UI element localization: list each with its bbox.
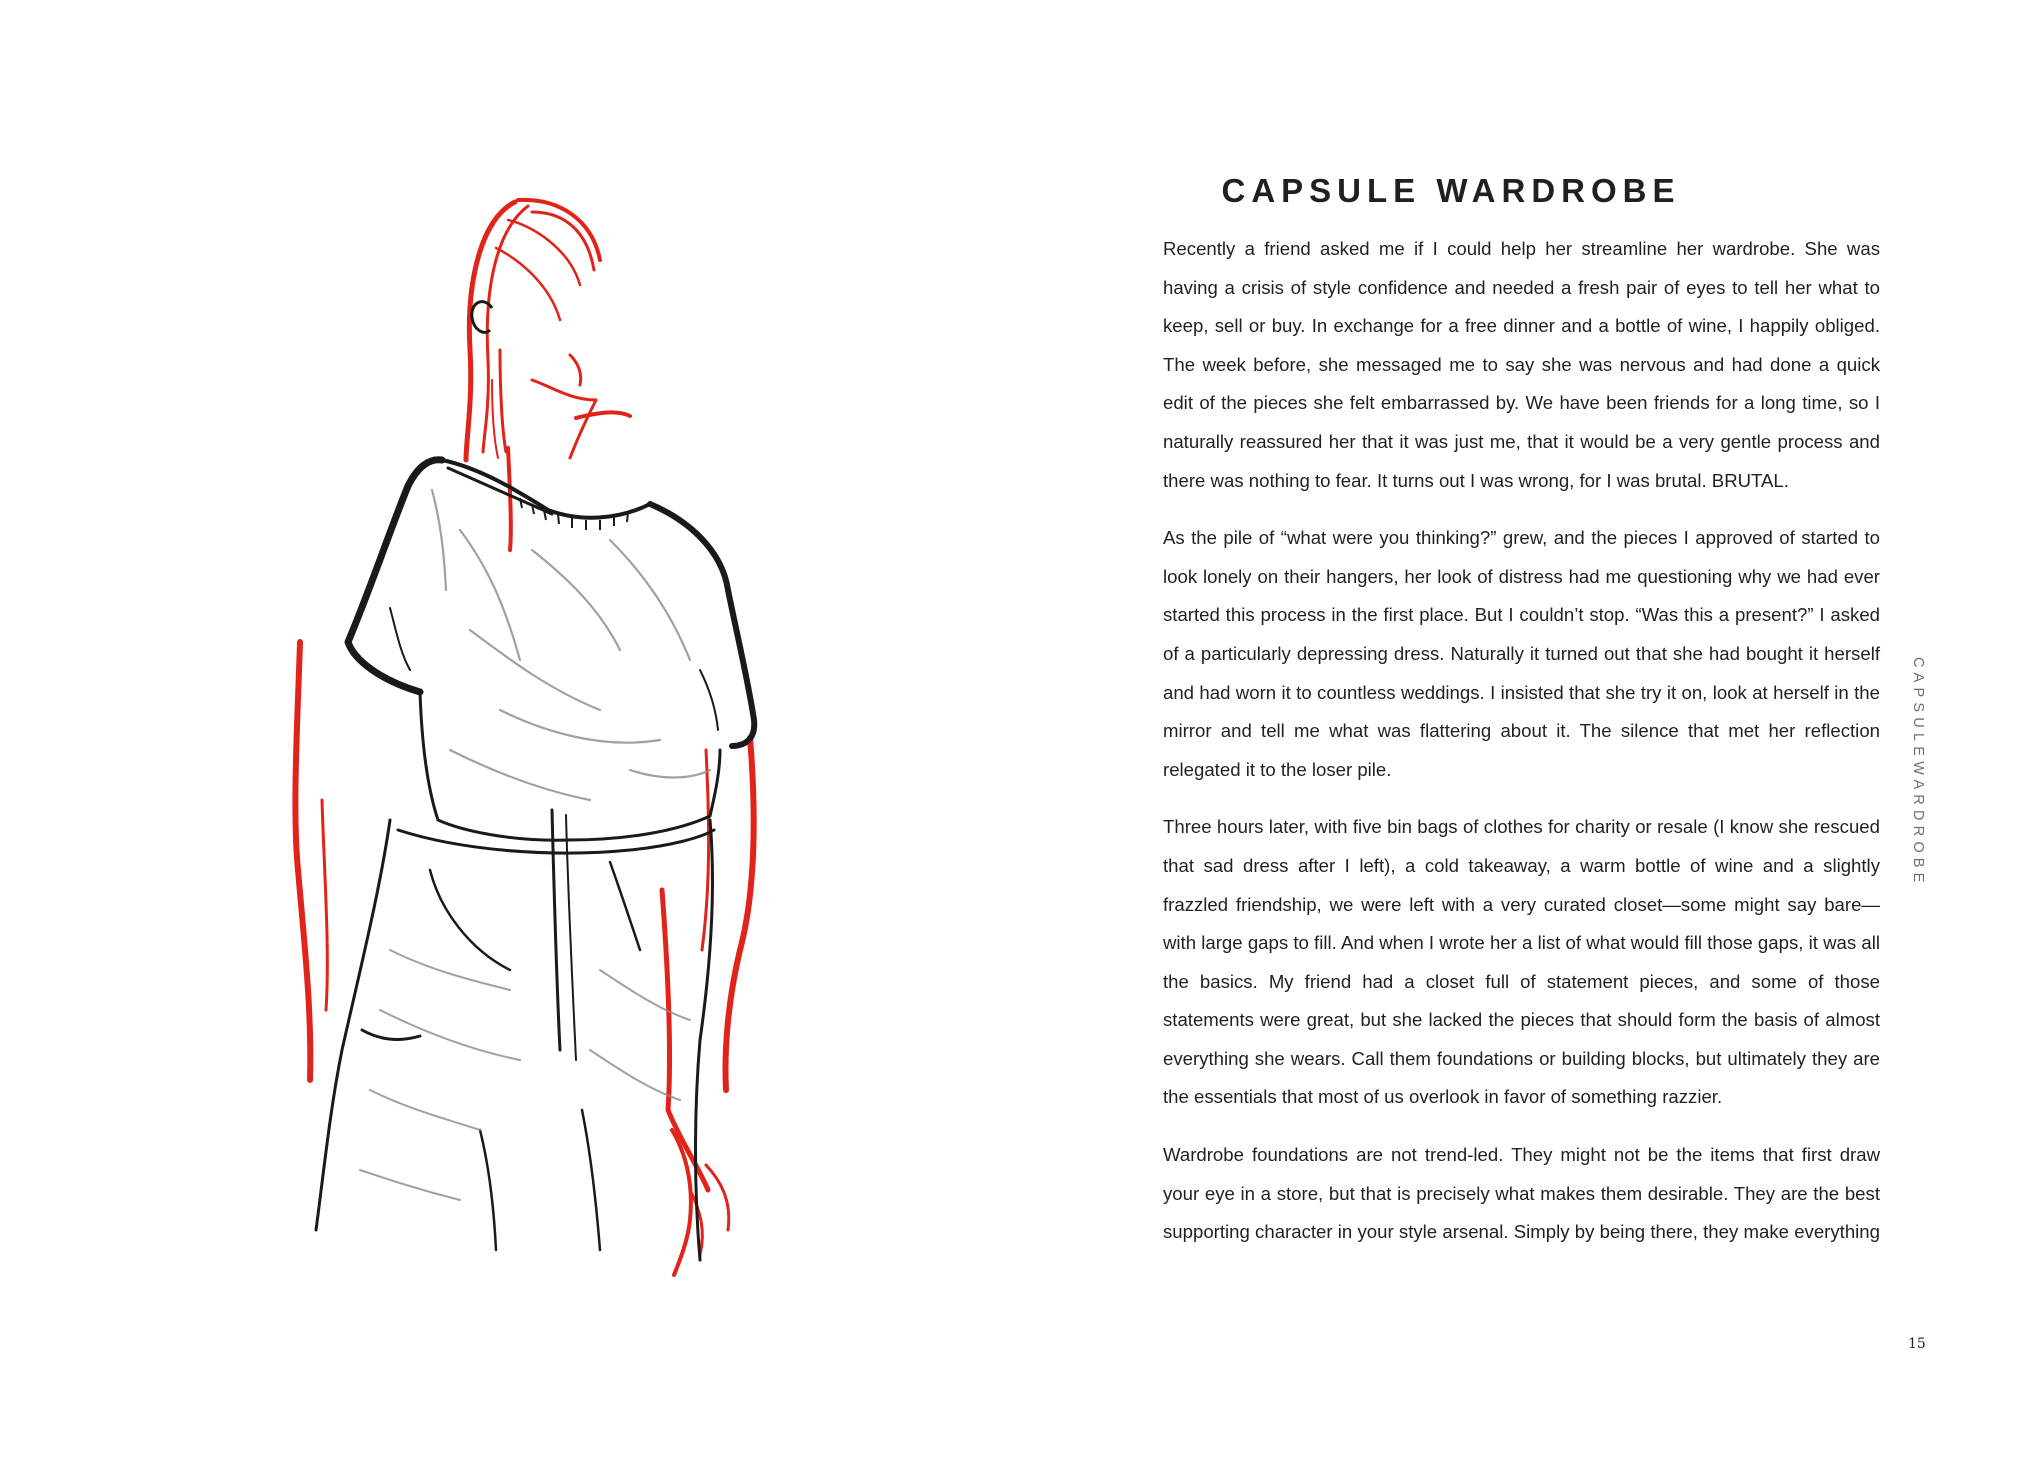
paragraph: Wardrobe foundations are not trend-led. They might not be the items that first draw your eye in a store, but that is precisely what makes them desirable. They are the best supporting character in your style arsenal. Simply by being there, they make everything	[1163, 1144, 1880, 1243]
paragraph: Three hours later, with five bin bags of clothes for charity or resale (I know she rescued that sad dress after I left), a cold takeaway, a warm bottle of wine and a slightly frazzled friendship, we were left with a very curated closet—some might say bare—with large gaps to fill. And when I wrote her a list of what would fill those gaps, it was all the basics. My friend had a closet full of statement pieces, and some of those statements were great, but she lacked the pieces that should form the basis of almost everything she wears. Call them foundations or building blocks, but ultimately they are the essentials that most of us overlook in favor of something razzier.	[1163, 816, 1880, 1108]
page-number: 15	[1908, 1336, 1926, 1352]
paragraph: Recently a friend asked me if I could help her streamline her wardrobe. She was having a crisis of style confidence and needed a fresh pair of eyes to tell her what to keep, sell or buy. In exchange for a free dinner and a bottle of wine, I happily obliged. The week before, she messaged me to say she was nervous and had done a quick edit of the pieces she felt embarrassed by. We have been friends for a long time, so I naturally reassured her that it was just me, that it would be a very gentle process and there was nothing to fear. It turns out I was wrong, for I was brutal. BRUTAL.	[1163, 238, 1880, 491]
paragraph: As the pile of “what were you thinking?” grew, and the pieces I approved of started to look lonely on their hangers, her look of distress had me questioning why we had ever started this process in the first place. But I couldn’t stop. “Was this a present?” I asked of a particularly depressing dress. Naturally it turned out that she had bought it herself and had worn it to countless weddings. I insisted that she try it on, look at herself in the mirror and tell me what was flattering about it. The silence that met her reflection relegated it to the loser pile.	[1163, 527, 1880, 780]
fashion-illustration	[270, 190, 830, 1280]
running-head: CAPSULEWARDROBE	[1910, 657, 1926, 888]
right-page	[1021, 0, 2042, 1475]
body-text	[1163, 230, 1880, 1271]
chapter-title: CAPSULE WARDROBE	[1221, 172, 1681, 209]
